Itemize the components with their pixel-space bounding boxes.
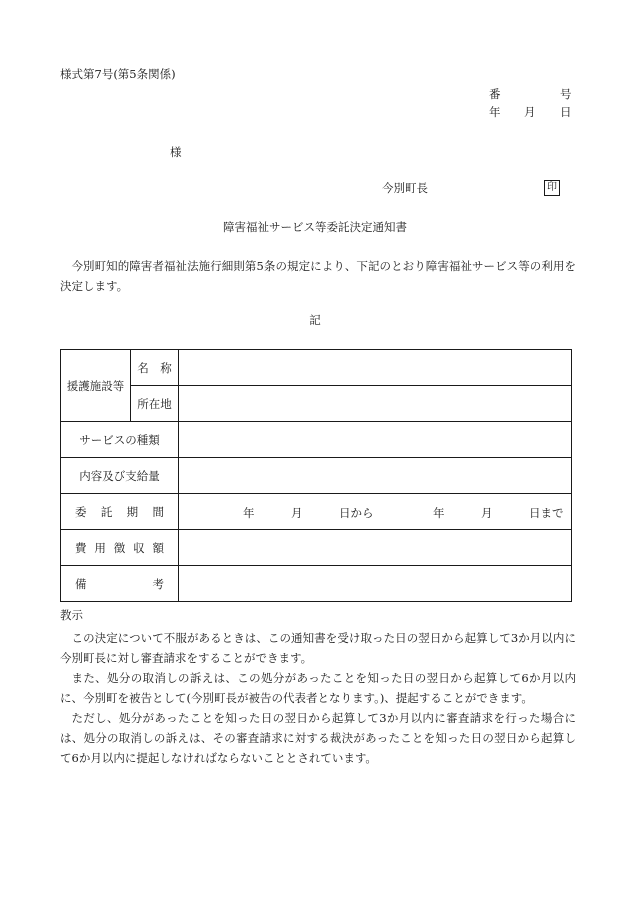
date-day-label: 日	[560, 105, 572, 119]
remarks-label: 備考	[61, 566, 179, 602]
table-row	[61, 494, 572, 530]
document-title: 障害福祉サービス等委託決定通知書	[223, 220, 407, 234]
period-start-day: 日から	[339, 506, 374, 520]
facility-group-label: 援護施設等	[61, 350, 131, 422]
date-month-label: 月	[524, 105, 536, 119]
facility-address-label: 所在地	[131, 386, 179, 422]
table-row	[61, 422, 572, 458]
notice-heading: 教示	[60, 608, 83, 622]
document-number-label: 番	[489, 87, 501, 101]
addressee-suffix: 様	[170, 145, 182, 159]
notice-paragraph: ただし、処分があったことを知った日の翌日から起算して3か月以内に審査請求を行った場合には、処分の取消しの訴えは、その審査請求に対する裁決があったことを知った日の翌日から起算して6か月以内に提起しなければならないこととされています。	[60, 711, 576, 765]
form-number: 様式第7号(第5条関係)	[60, 67, 176, 81]
service-type-value	[179, 422, 572, 458]
period-start-month: 月	[291, 506, 303, 520]
content-amount-value	[179, 458, 572, 494]
period-start-year: 年	[243, 506, 255, 520]
period-value	[179, 494, 572, 530]
fee-value	[179, 530, 572, 566]
issuer-name: 今別町長	[382, 181, 428, 195]
table-row	[61, 530, 572, 566]
seal-stamp: 印	[544, 180, 560, 196]
date-year-label: 年	[489, 105, 501, 119]
table-row	[61, 350, 572, 386]
period-end-year: 年	[433, 506, 445, 520]
table-row	[61, 458, 572, 494]
table-row	[61, 566, 572, 602]
facility-address-value	[179, 386, 572, 422]
period-label: 委託期間	[61, 494, 179, 530]
facility-name-value	[179, 350, 572, 386]
remarks-value	[179, 566, 572, 602]
facility-name-label: 名 称	[131, 350, 179, 386]
period-end-day: 日まで	[529, 506, 564, 520]
ki-heading: 記	[309, 313, 321, 327]
fee-label: 費用徴収額	[61, 530, 179, 566]
notice-paragraph: また、処分の取消しの訴えは、この処分があったことを知った日の翌日から起算して6か月以内に、今別町を被告として(今別町長が被告の代表者となります。)、提起することができます。	[60, 671, 576, 705]
document-number-suffix: 号	[560, 87, 572, 101]
details-table	[60, 349, 572, 602]
period-end-month: 月	[481, 506, 493, 520]
notice-paragraph: この決定について不服があるときは、この通知書を受け取った日の翌日から起算して3か月以内に今別町長に対し審査請求をすることができます。	[60, 631, 576, 665]
table-row	[61, 386, 572, 422]
notice-body	[60, 628, 576, 768]
intro-paragraph: 今別町知的障害者福祉法施行細則第5条の規定により、下記のとおり障害福祉サービス等の利用を決定します。	[60, 259, 576, 293]
content-amount-label: 内容及び支給量	[61, 458, 179, 494]
service-type-label: サービスの種類	[61, 422, 179, 458]
